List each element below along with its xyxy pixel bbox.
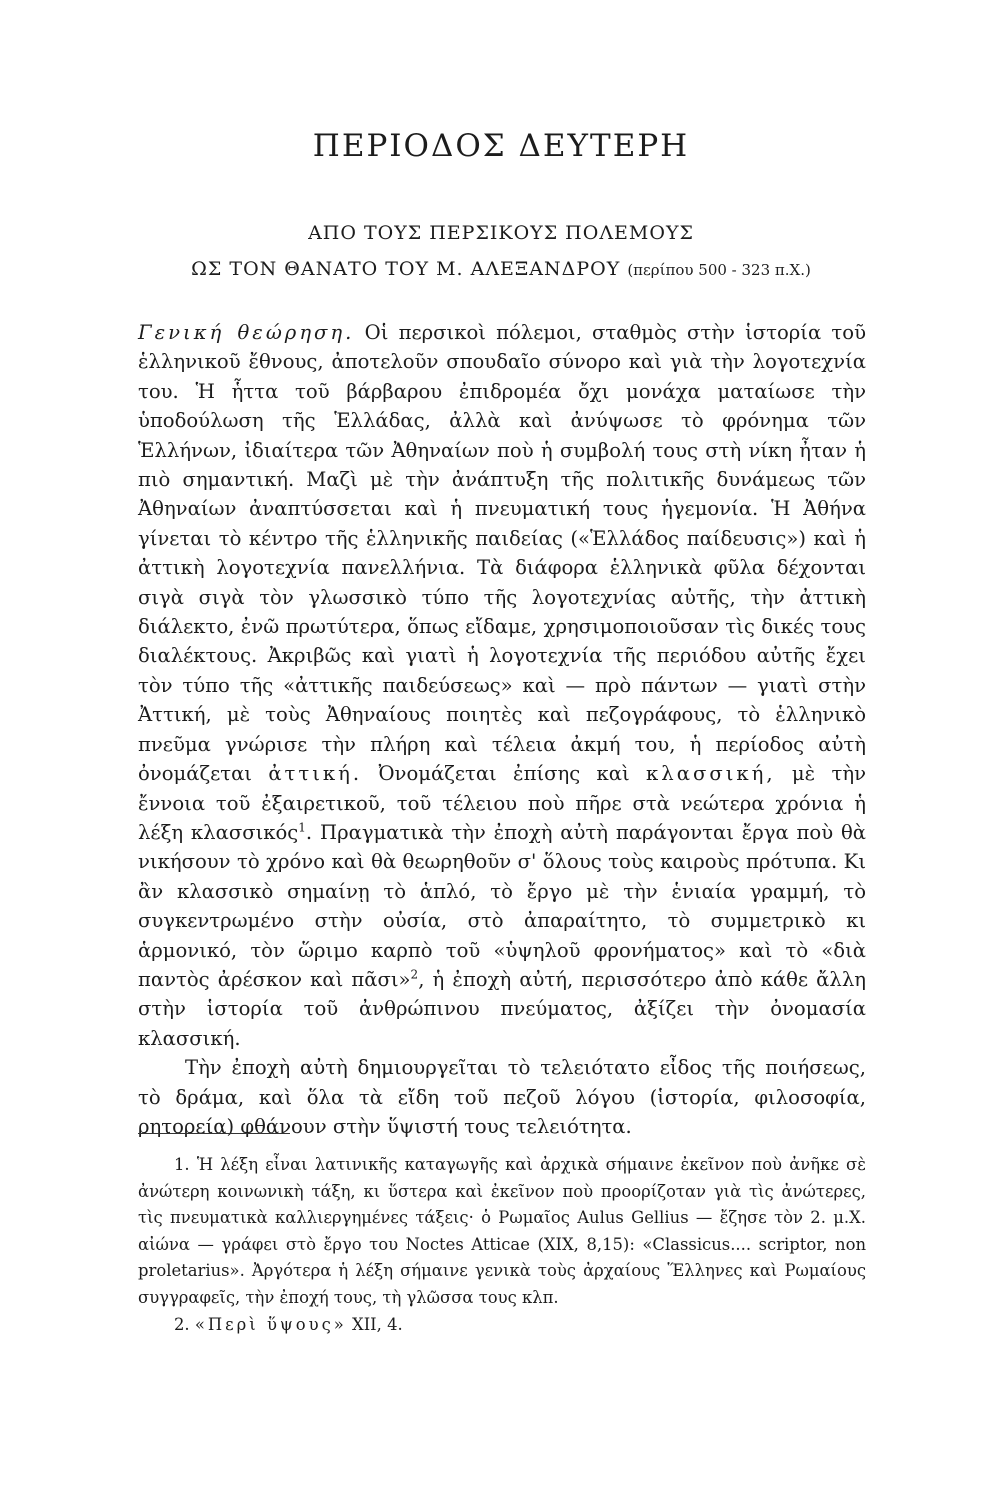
subtitle-line2-text: ΩΣ ΤΟΝ ΘΑΝΑΤΟ ΤΟΥ Μ. ΑΛΕΞΑΝΔΡΟΥ bbox=[191, 258, 621, 280]
footnote-2-title: «Περὶ ὕψους» bbox=[194, 1314, 347, 1334]
chapter-subtitle-line2 bbox=[0, 258, 1002, 280]
footnotes bbox=[138, 1152, 866, 1338]
footnote-ref-1[interactable]: 1 bbox=[298, 820, 306, 835]
p1-part-e: , ἡ ἐποχὴ αὐτή, περισσότερο ἀπὸ κάθε ἄλλη στὴν ἱστορία τοῦ ἀνθρώπινου πνεύματος, ἀξίζει τὴν ὀνομασία κλασσική. bbox=[138, 967, 866, 1050]
subtitle-dates: (περίπου 500 - 323 π.Χ.) bbox=[627, 261, 811, 279]
section-lead: Γενική θεώρηση. bbox=[138, 321, 355, 344]
p1-part-c: μὲ τὴν ἔννοια τοῦ ἐξαιρετικοῦ, τοῦ τέλειου ποὺ πῆρε στὰ νεώτερα χρόνια ἡ λέξη κλασσικός bbox=[138, 762, 866, 844]
footnote-divider bbox=[138, 1133, 290, 1134]
term-attiki: ἀττική. bbox=[268, 762, 363, 786]
p1-part-d: . Πραγματικὰ τὴν ἐποχὴ αὐτὴ παράγονται ἔργα ποὺ θὰ νικήσουν τὸ χρόνο καὶ θὰ θεωρηθοῦν σ' ὅλους τοὺς καιροὺς πρότυπα. Κι ἂν κλασσικὸ σημαίνῃ τὸ ἁπλό, τὸ ἔργο μὲ τὴν ἑνιαία γραμμή, τὸ συγκεντρωμένο στὴν οὐσία, στὸ ἀπαραίτητο, τὸ συμμετρικὸ κι ἁρμονικό, τὸν ὥριμο καρπὸ τοῦ «ὑψηλοῦ φρονήματος» καὶ τὸ «διὰ παντὸς ἀρέσκον καὶ πᾶσι» bbox=[138, 820, 866, 991]
footnote-1: 1. Ἡ λέξη εἶναι λατινικῆς καταγωγῆς καὶ ἀρχικὰ σήμαινε ἐκεῖνον ποὺ ἀνῆκε σὲ ἀνώτερη κοινωνικὴ τάξη, κι ὕστερα καὶ ἐκεῖνον ποὺ προορίζοταν γιὰ τὶς ἀνώτερες, τὶς πνευματικὰ καλλιεργημένες τάξεις· ὁ Ρωμαῖος Aulus Gellius — ἔζησε τὸν 2. μ.Χ. αἰώνα — γράφει στὸ ἔργο του Noctes Atticae (XIX, 8,15): «Classicus.... scriptor, non proletarius». Ἀργότερα ἡ λέξη σήμαινε γενικὰ τοὺς ἀρχαίους Ἕλληνες καὶ Ρωμαίους συγγραφεῖς, τὴν ἐποχή τους, τὴ γλῶσσα τους κλπ. bbox=[138, 1155, 866, 1307]
chapter-subtitle-line1: ΑΠΟ ΤΟΥΣ ΠΕΡΣΙΚΟΥΣ ΠΟΛΕΜΟΥΣ bbox=[308, 222, 694, 244]
footnote-2-number: 2. bbox=[174, 1314, 190, 1334]
paragraph-1 bbox=[138, 318, 866, 1053]
paragraph-2: Τὴν ἐποχὴ αὐτὴ δημιουργεῖται τὸ τελειότατο εἶδος τῆς ποιήσεως, τὸ δράμα, καὶ ὅλα τὰ εἴδη τοῦ πεζοῦ λόγου (ἱστορία, φιλοσοφία, ρητορεία) φθάνουν στὴν ὕψιστή τους τελειότητα. bbox=[138, 1056, 866, 1138]
p1-part-b: Ὀνομάζεται ἐπίσης καὶ bbox=[362, 762, 647, 786]
footnote-2 bbox=[138, 1312, 866, 1339]
p1-part-a: Οἱ περσικοὶ πόλεμοι, σταθμὸς στὴν ἱστορία τοῦ ἑλληνικοῦ ἔθνους, ἀποτελοῦν σπουδαῖο σύνορο καὶ γιὰ τὴν λογοτεχνία του. Ἡ ἧττα τοῦ βάρβαρου ἐπιδρομέα ὄχι μονάχα ματαίωσε τὴν ὑποδούλωση τῆς Ἑλλάδας, ἀλλὰ καὶ ἀνύψωσε τὸ φρόνημα τῶν Ἑλλήνων, ἰδιαίτερα τῶν Ἀθηναίων ποὺ ἡ συμβολή τους στὴ νίκη ἦταν ἡ πιὸ σημαντική. Μαζὶ μὲ τὴν ἀνάπτυξη τῆς πολιτικῆς δυνάμεως τῶν Ἀθηναίων ἀναπτύσσεται καὶ ἡ πνευματική τους ἡγεμονία. Ἡ Ἀθήνα γίνεται τὸ κέντρο τῆς ἑλληνικῆς παιδείας («Ἑλλάδος παίδευσις») καὶ ἡ ἀττικὴ λογοτεχνία πανελλήνια. Τὰ διάφορα ἑλληνικὰ φῦλα δέχονται σιγὰ σιγὰ τὸν γλωσσικὸ τύπο τῆς λογοτεχνίας αὐτῆς, τὴν ἀττικὴ διάλεκτο, ἐνῶ πρωτύτερα, ὅπως εἴδαμε, χρησιμοποιοῦσαν τὶς δικές τους διαλέκτους. Ἀκριβῶς καὶ γιατὶ ἡ λογοτεχνία τῆς περιόδου αὐτῆς ἔχει τὸν τύπο τῆς «ἀττικῆς παιδεύσεως» καὶ — πρὸ πάντων — γιατὶ στὴν Ἀττική, μὲ τοὺς Ἀθηναίους ποιητὲς καὶ πεζογράφους, τὸ ἑλληνικὸ πνεῦμα γνώρισε τὴν πλήρη καὶ τέλεια ἀκμή του, ἡ περίοδος αὐτὴ ὀνομάζεται bbox=[138, 321, 866, 786]
chapter-title: ΠΕΡΙΟΔΟΣ ΔΕΥΤΕΡΗ bbox=[312, 128, 690, 164]
main-text bbox=[138, 318, 866, 1141]
footnote-2-ref: XII, 4. bbox=[352, 1314, 403, 1334]
footnote-ref-2[interactable]: 2 bbox=[410, 967, 419, 982]
term-klassiki: κλασσική, bbox=[646, 762, 776, 786]
